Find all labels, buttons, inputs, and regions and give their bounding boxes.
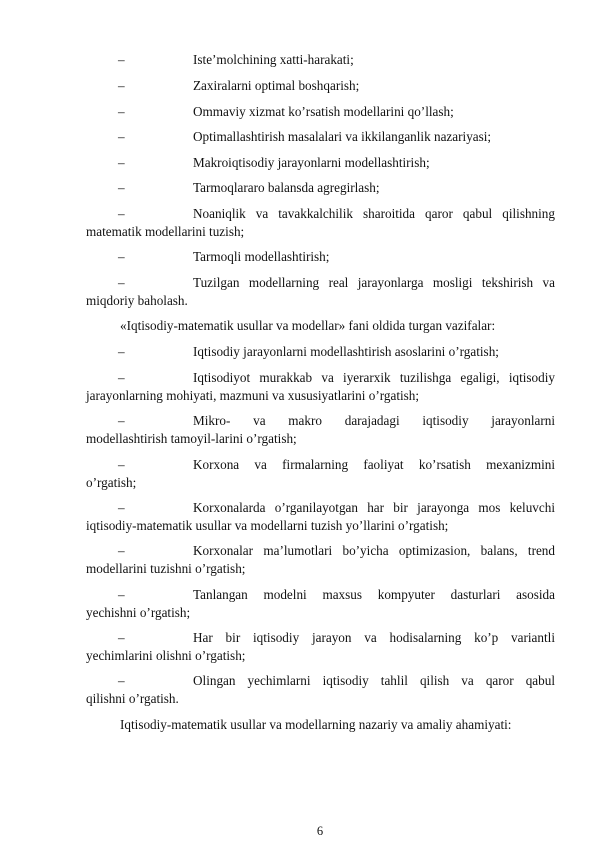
bullet-dash: – (118, 129, 125, 144)
task-item: Tanlangan modelni maxsus kompyuter dasturlari asosida (193, 587, 555, 602)
bullet-dash: – (118, 370, 125, 385)
list-item: Tuzilgan modellarning real jarayonlarga mosligi tekshirish va (193, 275, 555, 290)
bullet-dash: – (118, 413, 125, 428)
section-heading: «Iqtisodiy-matematik usullar va modellar» fani oldida turgan vazifalar: (120, 318, 496, 333)
bullet-dash: – (118, 78, 125, 93)
bullet-dash: – (118, 500, 125, 515)
task-item-continuation: yechimlarini olishni o’rgatish; (86, 648, 246, 663)
task-item-continuation: o’rgatish; (86, 475, 137, 490)
list-item-continuation: matematik modellarini tuzish; (86, 224, 245, 239)
bullet-dash: – (118, 630, 125, 645)
task-item: Iqtisodiyot murakkab va iyerarxik tuzilishga egaligi, iqtisodiy (193, 370, 555, 385)
bullet-dash: – (118, 457, 125, 472)
bullet-dash: – (118, 344, 125, 359)
page-number: 6 (316, 824, 324, 838)
bullet-dash: – (118, 180, 125, 195)
task-item-continuation: qilishni o’rgatish. (86, 691, 179, 706)
task-item: Korxona va firmalarning faoliyat ko’rsatish mexanizmini (193, 457, 555, 472)
list-item-continuation: miqdoriy baholash. (86, 293, 188, 308)
list-item: Iste’molchining xatti-harakati; (193, 52, 354, 67)
list-item: Ommaviy xizmat ko’rsatish modellarini qo’llash; (193, 104, 454, 119)
list-item: Optimallashtirish masalalari va ikkilanganlik nazariyasi; (193, 129, 492, 144)
bullet-dash: – (118, 206, 125, 221)
bullet-dash: – (118, 52, 125, 67)
task-item-continuation: modellashtirish tamoyil-larini o’rgatish; (86, 431, 297, 446)
bullet-dash: – (118, 673, 125, 688)
list-item: Tarmoqli modellashtirish; (193, 249, 330, 264)
task-item: Olingan yechimlarni iqtisodiy tahlil qilish va qaror qabul (193, 673, 555, 688)
bullet-dash: – (118, 249, 125, 264)
bullet-dash: – (118, 155, 125, 170)
task-item-continuation: modellarini tuzishni o’rgatish; (86, 561, 246, 576)
list-item: Noaniqlik va tavakkalchilik sharoitida qaror qabul qilishning (193, 206, 555, 221)
list-item: Makroiqtisodiy jarayonlarni modellashtirish; (193, 155, 430, 170)
task-item: Korxonalar ma’lumotlari bo’yicha optimizasion, balans, trend (193, 543, 555, 558)
section-heading: Iqtisodiy-matematik usullar va modellarning nazariy va amaliy ahamiyati: (120, 717, 512, 732)
task-item-continuation: iqtisodiy-matematik usullar va modellarni tuzish yo’llarini o’rgatish; (86, 518, 449, 533)
bullet-dash: – (118, 587, 125, 602)
list-item: Tarmoqlararo balansda agregirlash; (193, 180, 380, 195)
list-item: Zaxiralarni optimal boshqarish; (193, 78, 360, 93)
task-item-continuation: yechishni o’rgatish; (86, 605, 191, 620)
task-item: Mikro- va makro darajadagi iqtisodiy jarayonlarni (193, 413, 555, 428)
task-item: Korxonalarda o’rganilayotgan har bir jarayonga mos keluvchi (193, 500, 555, 515)
bullet-dash: – (118, 104, 125, 119)
bullet-dash: – (118, 543, 125, 558)
task-item-continuation: jarayonlarning mohiyati, mazmuni va xususiyatlarini o’rgatish; (86, 388, 420, 403)
task-item: Har bir iqtisodiy jarayon va hodisalarning ko’p variantli (193, 630, 555, 645)
bullet-dash: – (118, 275, 125, 290)
task-item: Iqtisodiy jarayonlarni modellashtirish asoslarini o’rgatish; (193, 344, 499, 359)
